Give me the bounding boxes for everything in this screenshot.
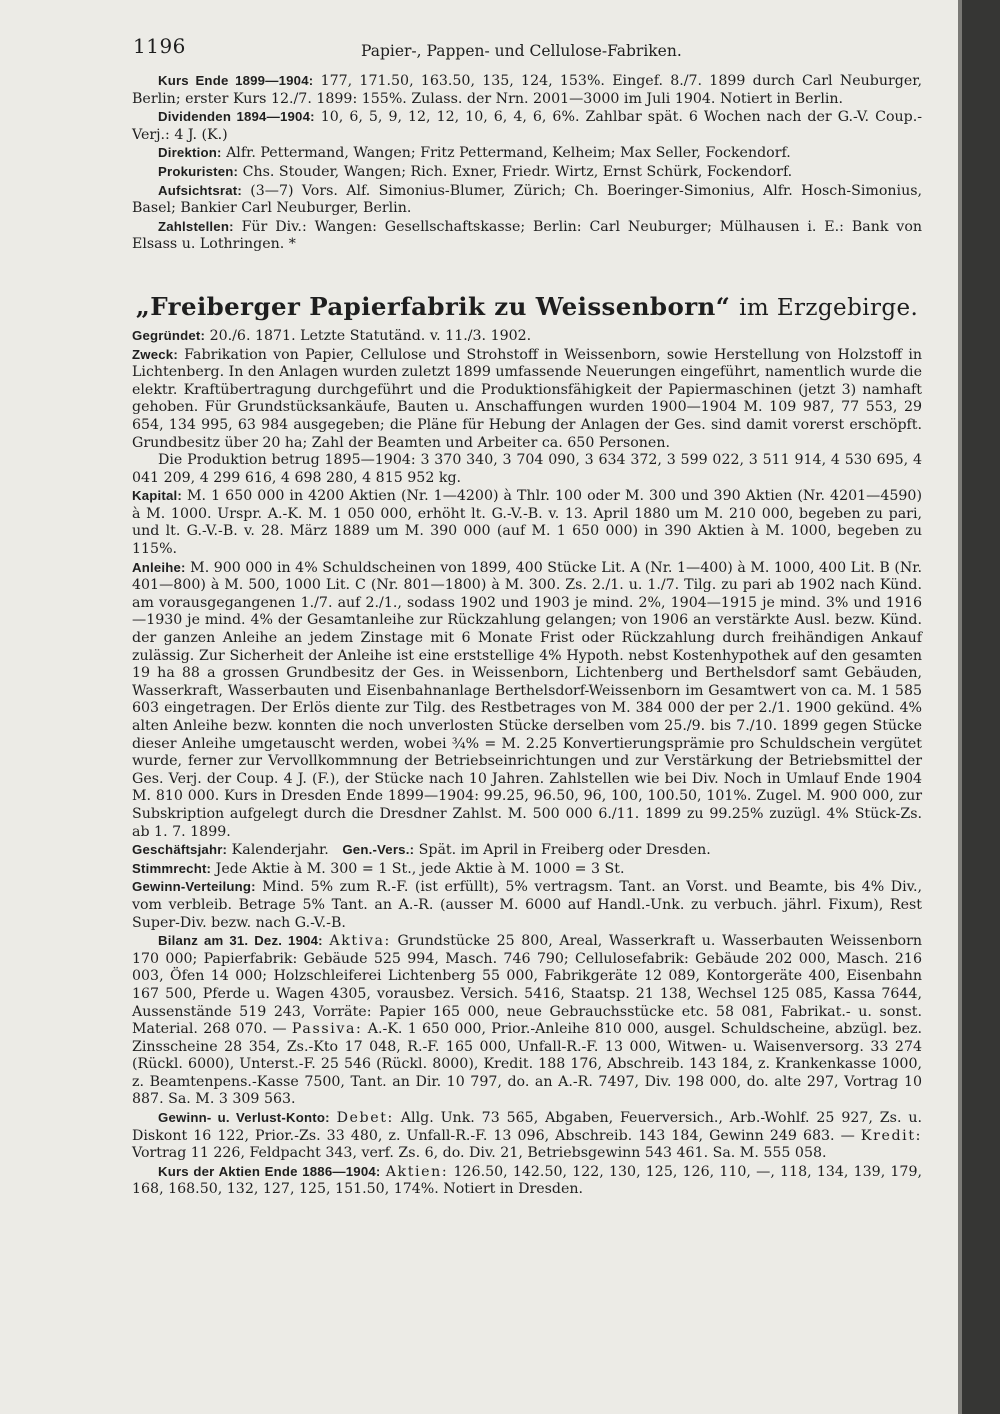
produktion-text: Die Produktion betrug 1895—1904: 3 370 340, 3 704 090, 3 634 372, 3 599 022, 3 511 914, 4 530 695, 4 041 209, 4 299 616, 4 698 280, 4 815 952 kg.	[132, 452, 922, 486]
prev-direktion-entry	[132, 144, 922, 163]
company-location: im Erzgebirge.	[739, 294, 919, 321]
prev-prokuristen-label: Prokuristen:	[158, 163, 239, 179]
gewinnverteilung-entry	[132, 878, 922, 932]
book-gutter-edge	[962, 0, 1000, 1414]
anleihe-label: Anleihe:	[132, 559, 186, 575]
bilanz-aktiva-text: Grundstücke 25 800, Areal, Wasserkraft u. Wasserbauten Weissenborn 170 000; Papierfabrik: Gebäude 525 994, Masch. 746 790; Cellulosefabrik: Gebäude 202 000, Masch. 216 003, Öfen 14 000; Holzschleiferei Lichtenberg 55 000, Fabrikgeräte 12 089, Kontorgeräte 400, Eisenbahn 167 500, Pferde u. Wagen 4305, vorausbez. Versich. 5416, Staatsp. 21 138, Wechsel 125 085, Kassa 7644, Aussenstände 519 243, Vorräte: Papier 165 000, neue Gebrauchsstücke etc. 58 081, Fabrikat.- u. sonst. Material. 268 070. —	[132, 933, 922, 1038]
prev-direktion-text: Alfr. Pettermand, Wangen; Fritz Pettermand, Kelheim; Max Seller, Fockendorf.	[226, 145, 791, 162]
kapital-entry	[132, 487, 922, 558]
guv-debet-text: Allg. Unk. 73 565, Abgaben, Feuerversich., Arb.-Wohlf. 25 927, Zs. u. Diskont 16 122, Prior.-Zs. 33 480, z. Unfall-R.-F. 13 096, Abschreib. 143 184, Gewinn 249 683. —	[132, 1110, 922, 1144]
prev-zahlstellen-entry	[132, 218, 922, 254]
page-content	[132, 72, 922, 1199]
bilanz-label: Bilanz am 31. Dez. 1904:	[158, 933, 323, 949]
page-header	[133, 34, 933, 70]
zweck-entry	[132, 346, 922, 453]
prev-kurs-label: Kurs Ende 1899—1904:	[158, 73, 314, 88]
anleihe-entry	[132, 559, 922, 842]
prev-aufsichtsrat-text: (3—7) Vors. Alf. Simonius-Blumer, Zürich; Ch. Boeringer-Simonius, Alfr. Hosch-Simonius, Basel; Bankier Carl Neuburger, Berlin.	[132, 182, 923, 217]
bilanz-passiva-text: A.-K. 1 650 000, Prior.-Anleihe 810 000, ausgel. Schuldscheine, abzügl. bez. Zinsscheine 28 354, Zs.-Kto 17 048, R.-F. 165 000, Unfall-R.-F. 13 000, Witwen- u. Waisenversorg. 33 274 (Rückl. 6000), Unterst.-F. 25 546 (Rückl. 8000), Kredit. 188 176, Abschreib. 143 184, z. Krankenkasse 1000, z. Beamtenpens.-Kasse 7500, Tant. an Dir. 10 797, do. an A.-R. 7497, Div. 198 000, do. alte 297, Vortrag 10 887. Sa. M. 3 309 563.	[132, 1021, 922, 1108]
geschaeftsjahr-entry	[132, 841, 922, 860]
kurs-aktien-entry	[132, 1163, 922, 1199]
prev-kurs-entry	[132, 72, 922, 108]
produktion-entry	[132, 452, 922, 487]
stimmrecht-entry	[132, 860, 922, 879]
gewinnverteilung-label: Gewinn-Verteilung:	[132, 879, 256, 895]
gegruendet-label: Gegründet:	[132, 327, 206, 343]
prev-dividenden-text: 10, 6, 5, 9, 12, 12, 10, 6, 4, 6, 6%. Zahlbar spät. 6 Wochen nach der G.-V. Coup.-Verj.: 4 J. (K.)	[132, 109, 923, 143]
kurs-aktien-text: 126.50, 142.50, 122, 130, 125, 126, 110, —, 118, 134, 139, 179, 168, 168.50, 132, 127, 125, 151.50, 174%. Notiert in Dresden.	[132, 1163, 922, 1198]
prev-direktion-label: Direktion:	[158, 145, 222, 161]
zweck-text: Fabrikation von Papier, Cellulose und Strohstoff in Weissenborn, sowie Herstellung von Holzstoff in Lichtenberg. In den Anlagen wurden zuletzt 1899 umfassende Neuerungen eingeführt, namentlich wurde die elektr. Kraftübertragung durchgeführt und die Produktionsfähigkeit der Papiermaschinen (jetzt 3) namhaft gehoben. Für Grundstücksankäufe, Bauten u. Anschaffungen wurden 1900—1904 M. 109 987, 77 553, 29 654, 134 995, 63 984 ausgegeben; die Pläne für Hebung der Anlagen der Ges. sind damit vorerst erschöpft. Grundbesitz über 20 ha; Zahl der Beamten und Arbeiter ca. 650 Personen.	[132, 346, 922, 451]
geschaeftsjahr-text: Kalenderjahr.	[231, 842, 329, 859]
prev-aufsichtsrat-label: Aufsichtsrat:	[158, 182, 242, 198]
bilanz-passiva-word: Passiva:	[291, 1021, 363, 1038]
genvers-text: Spät. im April in Freiberg oder Dresden.	[418, 842, 711, 859]
kurs-aktien-word: Aktien:	[385, 1163, 449, 1180]
guv-label: Gewinn- u. Verlust-Konto:	[158, 1110, 330, 1126]
guv-debet-word: Debet:	[336, 1110, 394, 1127]
zweck-label: Zweck:	[132, 346, 178, 362]
guv-entry	[132, 1109, 922, 1163]
guv-kredit-text: Vortrag 11 226, Feldpacht 343, verf. Zs. 6, do. Div. 21, Betriebsgewinn 543 461. Sa. M. 555 058.	[132, 1145, 827, 1162]
prev-zahlstellen-text: Für Div.: Wangen: Gesellschaftskasse; Berlin: Carl Neuburger; Mülhausen i. E.: Bank von Elsass u. Lothringen. *	[132, 218, 922, 253]
company-heading	[132, 292, 922, 323]
kapital-text: M. 1 650 000 in 4200 Aktien (Nr. 1—4200) à Thlr. 100 oder M. 300 und 390 Aktien (Nr. 4201—4590) à M. 1000. Urspr. A.-K. M. 1 050 000, erhöht lt. G.-V.-B. v. 13. April 1880 um M. 210 000, begeben zu pari, und lt. G.-V.-B. v. 28. März 1889 um M. 390 000 (auf M. 1 650 000) in 390 Aktien à M. 1000, begeben zu 115%.	[132, 488, 922, 558]
company-name: „Freiberger Papierfabrik zu Weissenborn“	[135, 291, 731, 321]
gegruendet-text: 20./6. 1871. Letzte Statutänd. v. 11./3. 1902.	[209, 327, 532, 344]
kapital-label: Kapital:	[132, 488, 182, 504]
gewinnverteilung-text: Mind. 5% zum R.-F. (ist erfüllt), 5% vertragsm. Tant. an Vorst. und Beamte, bis 4% Div., vom verbleib. Betrage 5% Tant. an A.-R. (ausser M. 6000 auf Handl.-Unk. zu verbuch. jährl. Fixum), Rest Super-Div. bezw. nach G.-V.-B.	[132, 879, 922, 931]
prev-dividenden-label: Dividenden 1894—1904:	[158, 109, 315, 125]
gegruendet-entry	[132, 327, 922, 346]
stimmrecht-text: Jede Aktie à M. 300 = 1 St., jede Aktie à M. 1000 = 3 St.	[215, 860, 625, 877]
genvers-label: Gen.-Vers.:	[342, 842, 415, 858]
prev-aufsichtsrat-entry	[132, 182, 922, 218]
prev-kurs-text: 177, 171.50, 163.50, 135, 124, 153%. Eingef. 8./7. 1899 durch Carl Neuburger, Berlin; erster Kurs 12./7. 1899: 155%. Zulass. der Nrn. 2001—3000 im Juli 1904. Notiert in Berlin.	[132, 73, 922, 107]
guv-kredit-word: Kredit:	[860, 1127, 922, 1144]
prev-zahlstellen-label: Zahlstellen:	[158, 218, 234, 234]
prev-dividenden-entry	[132, 108, 922, 144]
prev-prokuristen-entry	[132, 163, 922, 182]
stimmrecht-label: Stimmrecht:	[132, 860, 212, 876]
page-number: 1196	[133, 34, 186, 58]
bilanz-aktiva-word: Aktiva:	[329, 933, 391, 950]
geschaeftsjahr-label: Geschäftsjahr:	[132, 842, 228, 858]
bilanz-entry	[132, 932, 922, 1109]
prev-prokuristen-text: Chs. Stouder, Wangen; Rich. Exner, Friedr. Wirtz, Ernst Schürk, Fockendorf.	[242, 163, 793, 180]
running-title: Papier-, Pappen- und Cellulose-Fabriken.	[361, 42, 682, 60]
anleihe-text: M. 900 000 in 4% Schuldscheinen von 1899, 400 Stücke Lit. A (Nr. 1—400) à M. 1000, 400 Lit. B (Nr. 401—800) à M. 500, 1000 Lit. C (Nr. 801—1800) à M. 300. Zs. 2./1. u. 1./7. Tilg. zu pari ab 1902 nach Künd. am vorausgegangenen 1./7. auf 2./1., sodass 1902 und 1903 je mind. 2%, 1904—1915 je mind. 3% und 1916—1930 je mind. 4% der Gesamtanleihe zur Rückzahlung gelangen; von 1906 an verstärkte Ausl. bezw. Künd. der ganzen Anleihe an jedem Zinstage mit 6 Monate Frist oder Rückzahlung durch freihändigen Ankauf zulässig. Zur Sicherheit der Anleihe ist eine erststellige 4% Hypoth. nebst Kostenhypothek auf den gesamten 19 ha 88 a grossen Grundbesitz der Ges. in Weissenborn, Lichtenberg und Berthelsdorf samt Gebäuden, Wasserkraft, Wasserbauten und Eisenbahnanlage Berthelsdorf-Weissenborn im Gesamtwert von ca. M. 1 585 603 eingetragen. Der Erlös diente zur Tilg. des Restbetrages von M. 384 000 der per 2./1. 1900 gekünd. 4% alten Anleihe bezw. konnten die noch unverlosten Stücke derselben vom 25./9. bis 7./10. 1899 gegen Stücke dieser Anleihe umgetauscht werden, wobei ¾% = M. 2.25 Konvertierungsprämie pro Schuldschein vergütet wurde, ferner zur Vervollkommnung der Betriebseinrichtungen und zur Verstärkung der Betriebsmittel der Ges. Verj. der Coup. 4 J. (F.), der Stücke nach 10 Jahren. Zahlstellen wie bei Div. Noch in Umlauf Ende 1904 M. 810 000. Kurs in Dresden Ende 1899—1904: 99.25, 96.50, 96, 100, 100.50, 101%. Zugel. M. 900 000, zur Subskription aufgelegt durch die Dresdner Zahlst. M. 500 000 6./11. 1899 zu 99.25% zuzügl. 4% Stück-Zs. ab 1. 7. 1899.	[132, 559, 922, 840]
kurs-aktien-label: Kurs der Aktien Ende 1886—1904:	[158, 1163, 381, 1179]
